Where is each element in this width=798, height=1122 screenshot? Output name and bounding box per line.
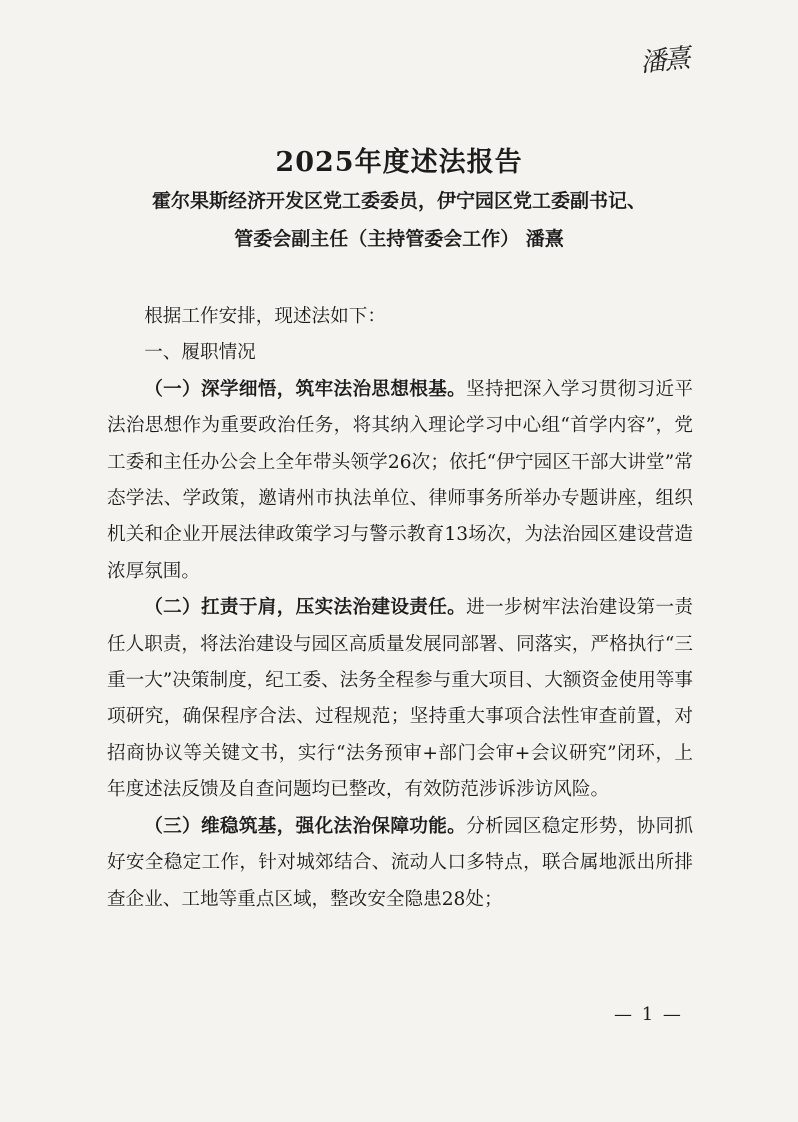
- paragraph-2-lead: （二）扛责于肩，压实法治建设责任。: [144, 597, 467, 619]
- paragraph-1-body: 坚持把深入学习贯彻习近平法治思想作为重要政治任务，将其纳入理论学习中心组“首学内容”，党工委和主任办公会上全年带头领学26次；依托“伊宁园区干部大讲堂”常态学法、学政策，邀请州市执法单位、律师事务所举办专题讲座，组织机关和企业开展法律政策学习与警示教育13场次，为法治园区建设营造浓厚氛围。: [107, 378, 693, 582]
- paragraph-2: [107, 590, 693, 808]
- section-heading-1: 一、履职情况: [144, 342, 256, 364]
- report-title: 2025年度述法报告: [275, 147, 523, 178]
- report-body: [107, 299, 693, 918]
- intro-paragraph: 根据工作安排，现述法如下：: [144, 306, 386, 327]
- handwritten-signature: 潘熹: [638, 43, 690, 79]
- paragraph-3: [107, 809, 693, 918]
- paragraph-3-body: 分析园区稳定形势，协同抓好安全稳定工作，针对城郊结合、流动人口多特点，联合属地派出所排查企业、工地等重点区域，整改安全隐患28处；: [107, 815, 693, 910]
- author-title-line-1: 霍尔果斯经济开发区党工委委员，伊宁园区党工委副书记、: [151, 190, 646, 212]
- author-title-line-2: 管委会副主任（主持管委会工作） 潘熹: [234, 228, 564, 250]
- paragraph-3-lead: （三）维稳筑基，强化法治保障功能。: [144, 815, 467, 837]
- paragraph-2-body: 进一步树牢法治建设第一责任人职责，将法治建设与园区高质量发展同部署、同落实，严格执行“三重一大”决策制度，纪工委、法务全程参与重大项目、大额资金使用等事项研究，确保程序合法、过程规范；坚持重大事项合法性审查前置，对招商协议等关键文书，实行“法务预审+部门会审+会议研究”闭环，上年度述法反馈及自查问题均已整改，有效防范涉诉涉访风险。: [107, 597, 693, 801]
- page-number: — 1 —: [614, 1004, 683, 1025]
- paragraph-1-lead: （一）深学细悟，筑牢法治思想根基。: [144, 378, 467, 400]
- paragraph-1: [107, 372, 693, 590]
